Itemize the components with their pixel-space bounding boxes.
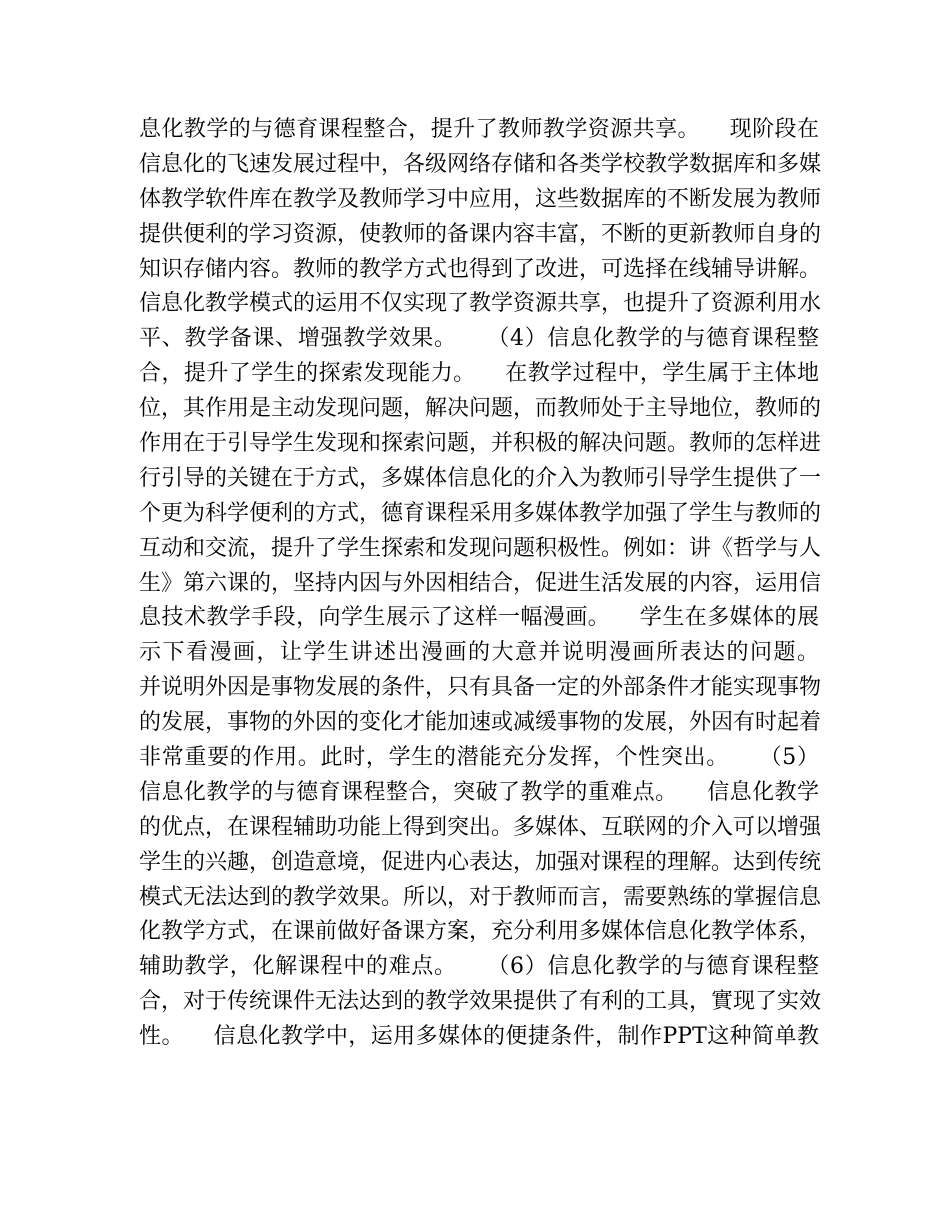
text-line: 信息化教学的与德育课程整合，突破了教学的重难点。 信息化教学 bbox=[139, 779, 819, 805]
text-line: 的发展，事物的外因的变化才能加速或减缓事物的发展，外因有时起着 bbox=[139, 710, 822, 736]
text-line: 个更为科学便利的方式，德育课程采用多媒体教学加强了学生与教师的 bbox=[139, 500, 822, 526]
text-line: 息化教学的与德育课程整合，提升了教师教学资源共享。 现阶段在 bbox=[139, 117, 819, 142]
text-line: 互动和交流，提升了学生探索和发现问题积极性。例如：讲《哲学与人 bbox=[139, 535, 822, 561]
text-line: 化教学方式，在课前做好备课方案，充分利用多媒体信息化教学体系， bbox=[139, 919, 822, 945]
text-line: 知识存储内容。教师的教学方式也得到了改进，可选择在线辅导讲解。 bbox=[139, 256, 822, 282]
text-line: 合，对于传统课件无法达到的教学效果提供了有利的工具，實现了实效 bbox=[139, 989, 822, 1015]
body-text bbox=[139, 113, 822, 1055]
text-line: 合，提升了学生的探索发现能力。 在教学过程中，学生属于主体地 bbox=[139, 361, 819, 387]
text-line: 的优点，在课程辅助功能上得到突出。多媒体、互联网的介入可以增强 bbox=[139, 814, 822, 840]
text-line: 性。 信息化教学中，运用多媒体的便捷条件，制作PPT这种简单教 bbox=[139, 1024, 819, 1050]
text-line: 学生的兴趣，创造意境，促进内心表达，加强对课程的理解。达到传统 bbox=[139, 849, 822, 875]
text-line: 提供便利的学习资源，使教师的备课内容丰富，不断的更新教师自身的 bbox=[139, 221, 822, 247]
text-line: 辅助教学，化解课程中的难点。 （6）信息化教学的与德育课程整 bbox=[139, 954, 819, 980]
text-line: 非常重要的作用。此时，学生的潜能充分发挥，个性突出。 （5） bbox=[139, 745, 819, 771]
text-line: 信息化的飞速发展过程中，各级网络存储和各类学校教学数据库和多媒 bbox=[139, 151, 822, 177]
text-line: 平、教学备课、增强教学效果。 （4）信息化教学的与德育课程整 bbox=[139, 326, 819, 352]
text-line: 信息化教学模式的运用不仅实现了教学资源共享，也提升了资源利用水 bbox=[139, 291, 822, 317]
text-line: 模式无法达到的教学效果。所以，对于教师而言，需要熟练的掌握信息 bbox=[139, 884, 822, 910]
text-line: 作用在于引导学生发现和探索问题，并积极的解决问题。教师的怎样进 bbox=[139, 431, 822, 457]
text-line: 体教学软件库在教学及教师学习中应用，这些数据库的不断发展为教师 bbox=[139, 186, 822, 212]
text-line: 位，其作用是主动发现问题，解决问题，而教师处于主导地位，教师的 bbox=[139, 396, 822, 422]
text-line: 息技术教学手段，向学生展示了这样一幅漫画。 学生在多媒体的展 bbox=[139, 605, 819, 631]
text-line: 生》第六课的，坚持内因与外因相结合，促进生活发展的内容，运用信 bbox=[139, 570, 822, 596]
text-line: 行引导的关键在于方式，多媒体信息化的介入为教师引导学生提供了一 bbox=[139, 465, 822, 491]
text-line: 示下看漫画，让学生讲述出漫画的大意并说明漫画所表达的问题。 bbox=[139, 640, 819, 666]
text-line: 并说明外因是事物发展的条件，只有具备一定的外部条件才能实现事物 bbox=[139, 675, 822, 701]
